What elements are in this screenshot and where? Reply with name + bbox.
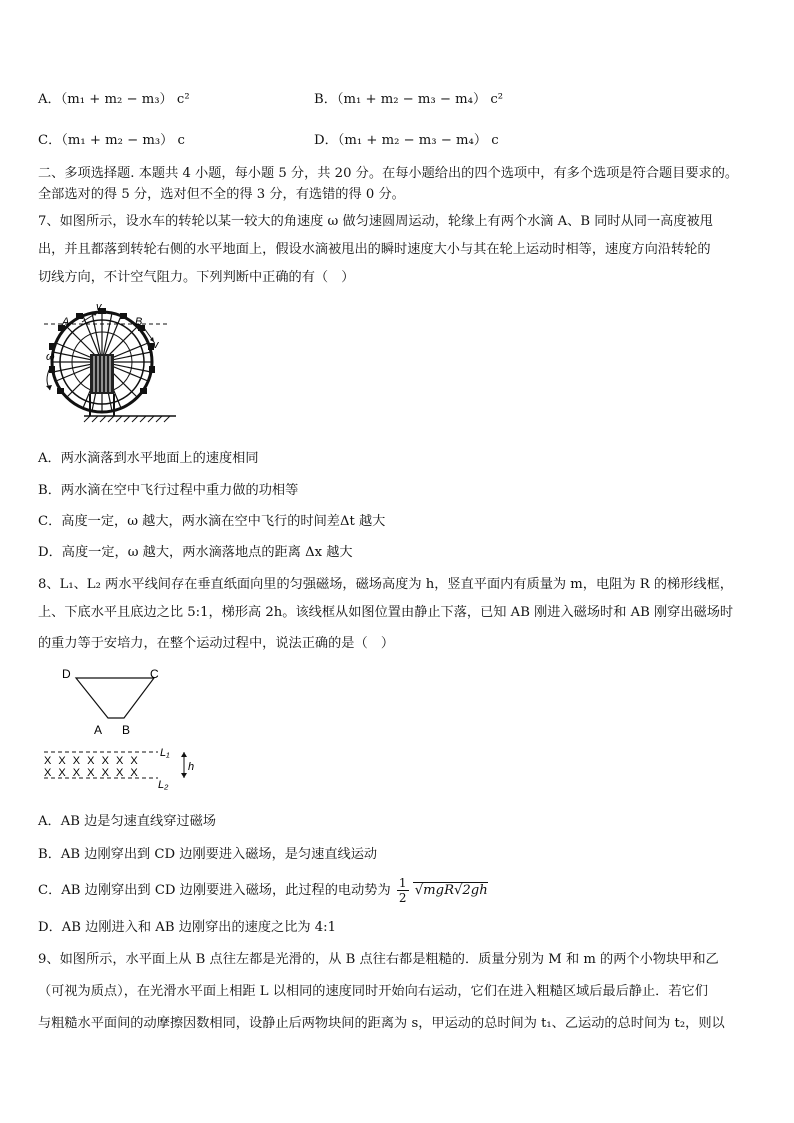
q6-option-d-expr: （m₁ + m₂ − m₃ − m₄） c [337,133,499,148]
q6-option-d-label: D． [314,133,338,148]
trapezoid-frame [76,678,154,718]
q7-stem-line2: 出，并且都落到转轮右侧的水平地面上，假设水滴被甩出的瞬时速度大小与其在轮上运动时相等，速度方向沿转轮的 [38,242,711,257]
q7-option-c[interactable]: C．高度一定，ω 越大，两水滴在空中飞行的时间差Δt 越大 [38,514,386,529]
q6-option-d[interactable] [314,129,499,148]
fig8-label-l2: L₂ [158,779,169,791]
q6-option-b[interactable] [314,88,503,107]
field-row-2: X X X X X X X [44,767,140,779]
q8-option-b[interactable]: B．AB 边刚穿出到 CD 边刚要进入磁场，是匀速直线运动 [38,847,378,862]
radicand: mgR√2gh [423,883,488,898]
field-row-1: X X X X X X X [44,755,140,767]
fig8-label-d: D [62,667,71,681]
fraction-denominator: 2 [398,891,407,905]
q9-stem-line3: 与粗糙水平面间的动摩擦因数相同，设静止后两物块间的距离为 s，甲运动的总时间为 t₁、乙运动的总时间为 t₂，则以 [38,1016,725,1031]
section-2-heading-line2: 全部选对的得 5 分，选对但不全的得 3 分，有选错的得 0 分。 [38,187,405,202]
q6-option-a[interactable] [38,88,190,107]
q7-option-a[interactable]: A．两水滴落到水平地面上的速度相同 [38,451,259,466]
fig7-label-b: B [135,316,143,328]
ground [84,416,176,422]
q8-stem-line1: 8、L₁、L₂ 两水平线间存在垂直纸面向里的匀强磁场，磁场高度为 h，竖直平面内有质量为 m，电阻为 R 的梯形线框， [38,577,733,592]
fraction-numerator: 1 [398,876,407,890]
fig8-label-l1: L₁ [160,747,170,759]
q9-stem-line2: （可视为质点），在光滑水平面上相距 L 以相同的速度同时开始向右运动，它们在进入粗糙区域后最后静止．若它们 [38,984,708,999]
q7-option-b[interactable]: B．两水滴在空中飞行过程中重力做的功相等 [38,483,299,498]
section-2-heading-line1: 二、多项选择题. 本题共 4 小题，每小题 5 分，共 20 分。在每小题给出的四个选项中，有多个选项是符合题目要求的。 [38,166,739,181]
q6-option-a-expr: （m₁ + m₂ − m₃） c² [60,92,190,107]
q6-option-c-label: C． [38,133,62,148]
water-wheel-figure [40,298,180,426]
q8-stem-line2: 上、下底水平且底边之比 5:1，梯形高 2h。该线框从如图位置由静止下落，已知 AB 刚进入磁场时和 AB 刚穿出磁场时 [38,605,734,620]
q7-option-d[interactable]: D．高度一定，ω 越大，两水滴落地点的距离 Δx 越大 [38,545,353,560]
fig7-label-omega: ω [46,351,55,363]
q8-option-c[interactable] [38,876,488,905]
q9-stem-line1: 9、如图所示，水平面上从 B 点往左都是光滑的，从 B 点往右都是粗糙的．质量分别为 M 和 m 的两个小物块甲和乙 [38,952,719,967]
q7-stem-line1: 7、如图所示，设水车的转轮以某一较大的角速度 ω 做匀速圆周运动，轮缘上有两个水滴 A、B 同时从同一高度被甩 [38,214,713,229]
fig7-label-a: A [62,316,70,328]
q6-option-b-expr: （m₁ + m₂ − m₃ − m₄） c² [336,92,503,107]
fig8-label-a: A [94,723,103,737]
fig8-label-c: C [150,667,159,681]
q8-option-c-radical: √mgR√2gh [414,883,488,898]
fig7-label-v-top: v [96,301,102,313]
q8-option-d[interactable]: D．AB 边刚进入和 AB 边刚穿出的速度之比为 4:1 [38,920,336,935]
q8-stem-line3: 的重力等于安培力，在整个运动过程中，说法正确的是（ ） [38,636,395,651]
q8-option-c-fraction [397,876,409,905]
fig7-label-v-right: v [153,339,159,351]
q6-option-c-expr: （m₁ + m₂ − m₃） c [61,133,185,148]
q6-option-b-label: B． [314,92,337,107]
q7-stem-line3: 切线方向，不计空气阻力。下列判断中正确的有（ ） [38,270,355,285]
fig8-label-h: h [188,761,195,773]
q6-option-a-label: A． [38,92,61,107]
q8-option-c-text: C．AB 边刚穿出到 CD 边刚要进入磁场，此过程的电动势为 [38,883,391,898]
trapezoid-field-figure [40,660,200,794]
fig8-label-b: B [122,723,131,737]
q8-option-a[interactable]: A．AB 边是匀速直线穿过磁场 [38,814,216,829]
q6-option-c[interactable] [38,129,185,148]
